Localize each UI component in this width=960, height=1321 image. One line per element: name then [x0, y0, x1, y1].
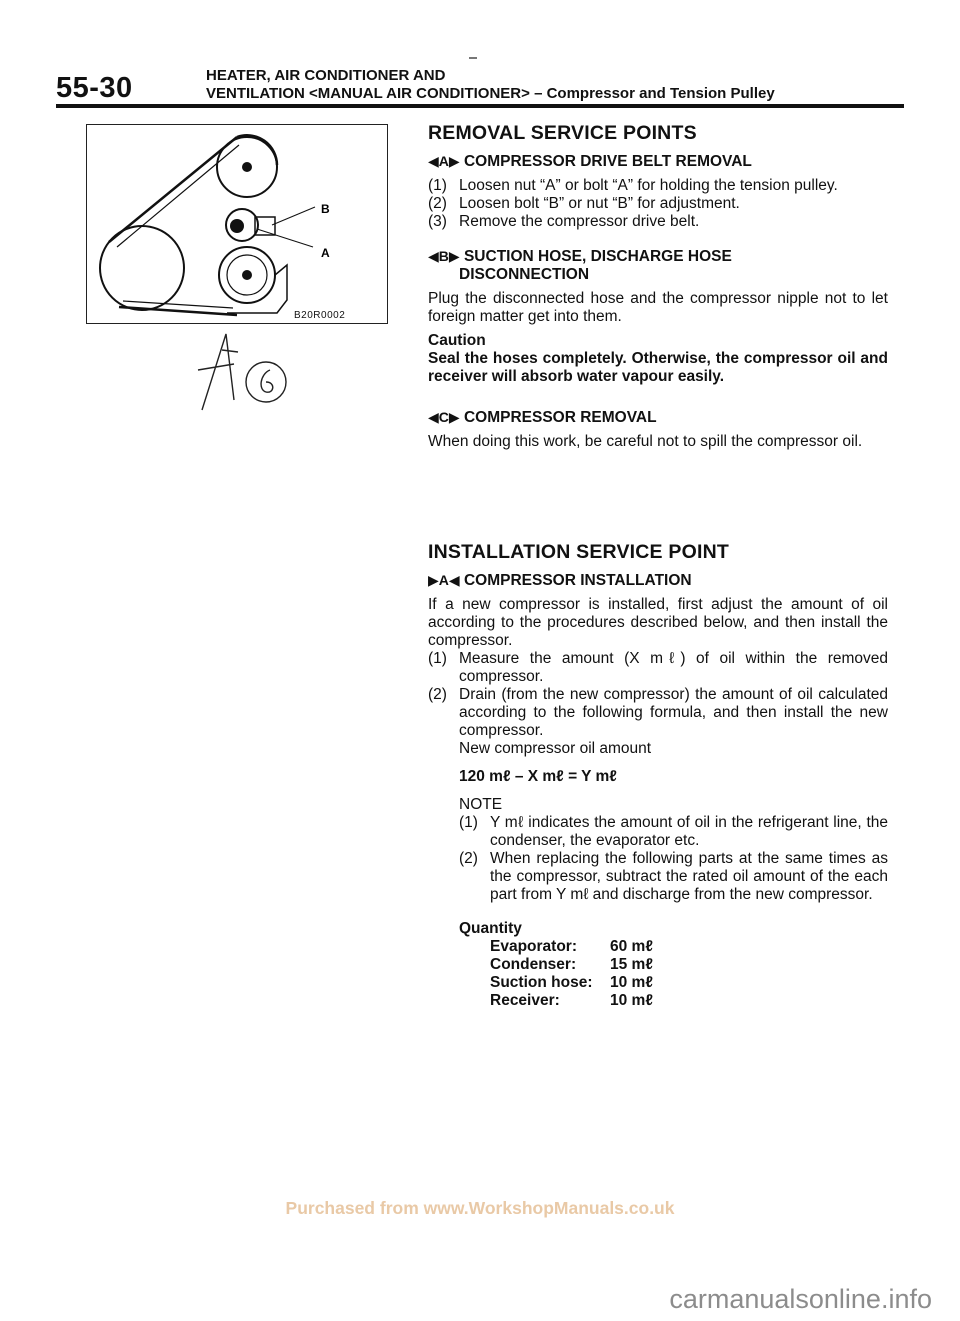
removal-a-title: COMPRESSOR DRIVE BELT REMOVAL	[463, 153, 752, 170]
purchased-footer: Purchased from www.WorkshopManuals.co.uk	[285, 1198, 675, 1218]
removal-b-mark: ◀B▶	[428, 248, 460, 264]
top-dash-mark	[469, 57, 477, 59]
removal-section-title: REMOVAL SERVICE POINTS	[428, 122, 697, 144]
removal-a-mark: ◀A▶	[428, 153, 460, 169]
site-watermark: carmanualsonline.info	[669, 1284, 932, 1314]
removal-b-text: Plug the disconnected hose and the compressor nipple not to let foreign matter get into them.	[428, 290, 888, 325]
removal-c-heading	[428, 408, 888, 427]
page-number: 55-30	[56, 72, 133, 104]
removal-a-step: (1) Loosen nut “A” or bolt “A” for holding the tension pulley.	[428, 177, 838, 194]
removal-a-step: (3) Remove the compressor drive belt.	[428, 213, 700, 230]
belt-diagram-figure	[86, 124, 388, 324]
installation-step: (1) Measure the amount (X mℓ) of oil within the removed compressor.	[428, 650, 888, 685]
compressor-pulley-hub	[242, 270, 252, 280]
main-content	[428, 118, 888, 1010]
belt-diagram	[87, 125, 387, 323]
leader-b	[272, 207, 315, 225]
installation-intro: If a new compressor is installed, first adjust the amount of oil according to the procedures described below, and then install the compressor.	[428, 596, 888, 649]
removal-c-title: COMPRESSOR REMOVAL	[463, 409, 657, 426]
header-title-line2: VENTILATION <MANUAL AIR CONDITIONER> – Compressor and Tension Pulley	[206, 85, 775, 102]
handwritten-note	[194, 330, 304, 420]
quantity-row: Evaporator: 60 mℓ	[490, 938, 653, 955]
installation-a-heading	[428, 571, 888, 590]
caution-text: Seal the hoses completely. Otherwise, the compressor oil and receiver will absorb water vapour easily.	[428, 350, 888, 385]
compressor-body	[227, 265, 287, 313]
removal-a-heading	[428, 152, 888, 171]
installation-section-title: INSTALLATION SERVICE POINT	[428, 541, 729, 563]
label-b: B	[321, 202, 330, 216]
leader-a	[257, 229, 313, 247]
removal-b-heading	[428, 247, 888, 266]
note-item: (2) When replacing the following parts at the same times as the compressor, subtract the rated oil amount of the each part from Y mℓ and discharge from the new compressor.	[459, 850, 888, 903]
removal-c-text: When doing this work, be careful not to spill the compressor oil.	[428, 433, 863, 450]
quantity-block	[428, 920, 888, 1010]
note-block	[428, 796, 888, 904]
note-label: NOTE	[459, 796, 503, 813]
figure-code: B20R0002	[294, 310, 346, 321]
oil-formula: 120 mℓ – X mℓ = Y mℓ	[459, 768, 617, 785]
quantity-row: Suction hose: 10 mℓ	[490, 974, 653, 991]
removal-a-step: (2) Loosen bolt “B” or nut “B” for adjustment.	[428, 195, 740, 212]
label-a: A	[321, 246, 330, 260]
quantity-label: Quantity	[459, 920, 522, 937]
top-pulley-hub	[242, 162, 252, 172]
installation-step: (2) Drain (from the new compressor) the amount of oil calculated according to the following formula, and then install the new compressor.	[428, 686, 888, 739]
tension-pulley-hub	[230, 219, 244, 233]
note-item: (1) Y mℓ indicates the amount of oil in the refrigerant line, the condenser, the evaporator etc.	[459, 814, 888, 849]
header-title-line1: HEATER, AIR CONDITIONER AND	[206, 67, 446, 84]
installation-a-title: COMPRESSOR INSTALLATION	[463, 572, 692, 589]
quantity-row: Condenser: 15 mℓ	[490, 956, 653, 973]
removal-b-title-line2: DISCONNECTION	[459, 266, 590, 283]
header-rule	[56, 104, 904, 108]
caution-label: Caution	[428, 332, 486, 349]
quantity-row: Receiver: 10 mℓ	[490, 992, 653, 1009]
removal-c-mark: ◀C▶	[428, 409, 460, 425]
formula-label: New compressor oil amount	[459, 740, 652, 757]
installation-a-mark: ▶A◀	[428, 572, 460, 588]
removal-b-title-line1: SUCTION HOSE, DISCHARGE HOSE	[463, 248, 732, 265]
